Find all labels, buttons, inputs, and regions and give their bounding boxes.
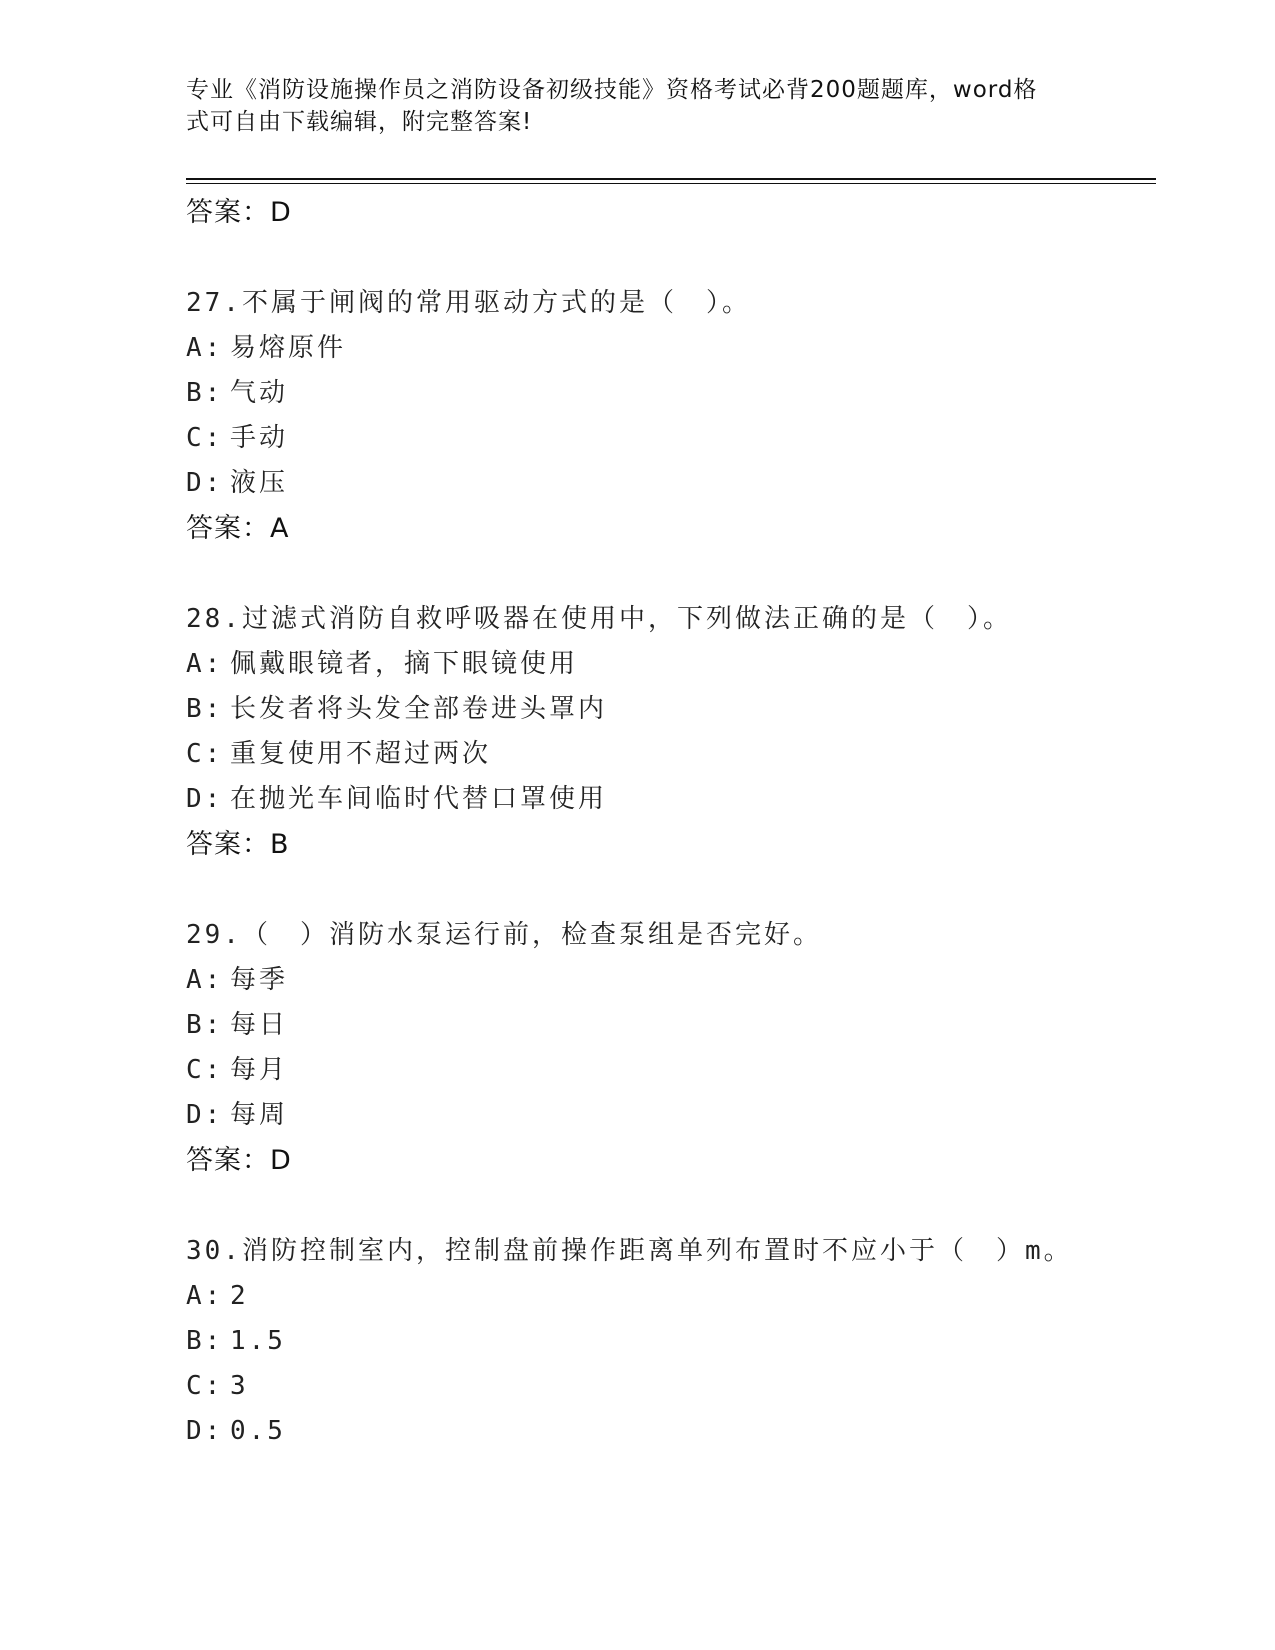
option-key: A: xyxy=(186,1281,224,1311)
question-stem: 30.消防控制室内，控制盘前操作距离单列布置时不应小于（ ）m。 xyxy=(186,1236,1073,1266)
option-key: D: xyxy=(186,1416,224,1446)
option-text: 气动 xyxy=(230,378,289,408)
option-c xyxy=(186,1364,1186,1409)
option-a xyxy=(186,642,1186,687)
question-stem: 27.不属于闸阀的常用驱动方式的是（ ）。 xyxy=(186,288,751,318)
question-list xyxy=(186,190,1186,1454)
question-stem: 28.过滤式消防自救呼吸器在使用中，下列做法正确的是（ ）。 xyxy=(186,604,1012,634)
question-block xyxy=(186,281,1186,551)
option-key: B: xyxy=(186,694,224,724)
option-key: C: xyxy=(186,1055,224,1085)
option-d xyxy=(186,1409,1186,1454)
option-key: B: xyxy=(186,1010,224,1040)
document-header xyxy=(186,74,1076,138)
option-key: B: xyxy=(186,378,224,408)
option-a xyxy=(186,1274,1186,1319)
question-answer: 答案：B xyxy=(186,829,290,860)
spacer xyxy=(186,551,1186,597)
spacer xyxy=(186,867,1186,913)
option-key: D: xyxy=(186,468,224,498)
option-text: 每周 xyxy=(230,1100,289,1130)
option-text: 1.5 xyxy=(230,1326,286,1356)
header-title-line-1: 专业《消防设施操作员之消防设备初级技能》资格考试必背200题题库，word格 xyxy=(186,77,1038,103)
option-text: 每月 xyxy=(230,1055,289,1085)
option-text: 0.5 xyxy=(230,1416,286,1446)
option-key: C: xyxy=(186,1371,224,1401)
header-divider-thick xyxy=(186,178,1156,180)
option-d xyxy=(186,1093,1186,1138)
option-key: A: xyxy=(186,965,224,995)
header-title-line-2: 式可自由下载编辑，附完整答案! xyxy=(186,109,533,135)
option-text: 手动 xyxy=(230,423,289,453)
question-block xyxy=(186,1229,1186,1454)
option-text: 每季 xyxy=(230,965,289,995)
spacer xyxy=(186,235,1186,281)
option-key: A: xyxy=(186,333,224,363)
option-text: 佩戴眼镜者，摘下眼镜使用 xyxy=(230,649,579,679)
option-c xyxy=(186,416,1186,461)
option-d xyxy=(186,461,1186,506)
option-b xyxy=(186,1003,1186,1048)
header-divider-thin xyxy=(186,183,1156,184)
option-c xyxy=(186,732,1186,777)
option-key: C: xyxy=(186,423,224,453)
spacer xyxy=(186,1183,1186,1229)
question-answer: 答案：A xyxy=(186,513,290,544)
option-text: 重复使用不超过两次 xyxy=(230,739,492,769)
option-key: B: xyxy=(186,1326,224,1356)
option-d xyxy=(186,777,1186,822)
option-c xyxy=(186,1048,1186,1093)
option-key: A: xyxy=(186,649,224,679)
option-text: 在抛光车间临时代替口罩使用 xyxy=(230,784,608,814)
option-b xyxy=(186,371,1186,416)
option-b xyxy=(186,1319,1186,1364)
option-text: 3 xyxy=(230,1371,249,1401)
option-text: 每日 xyxy=(230,1010,289,1040)
option-key: C: xyxy=(186,739,224,769)
question-answer: 答案：D xyxy=(186,1145,292,1176)
option-text: 液压 xyxy=(230,468,289,498)
option-key: D: xyxy=(186,784,224,814)
question-block xyxy=(186,913,1186,1183)
option-text: 易熔原件 xyxy=(230,333,347,363)
option-a xyxy=(186,326,1186,371)
option-b xyxy=(186,687,1186,732)
question-stem: 29.（ ）消防水泵运行前，检查泵组是否完好。 xyxy=(186,920,822,950)
option-text: 2 xyxy=(230,1281,249,1311)
option-key: D: xyxy=(186,1100,224,1130)
previous-question-answer: 答案：D xyxy=(186,197,292,228)
option-a xyxy=(186,958,1186,1003)
option-text: 长发者将头发全部卷进头罩内 xyxy=(230,694,608,724)
question-block xyxy=(186,597,1186,867)
